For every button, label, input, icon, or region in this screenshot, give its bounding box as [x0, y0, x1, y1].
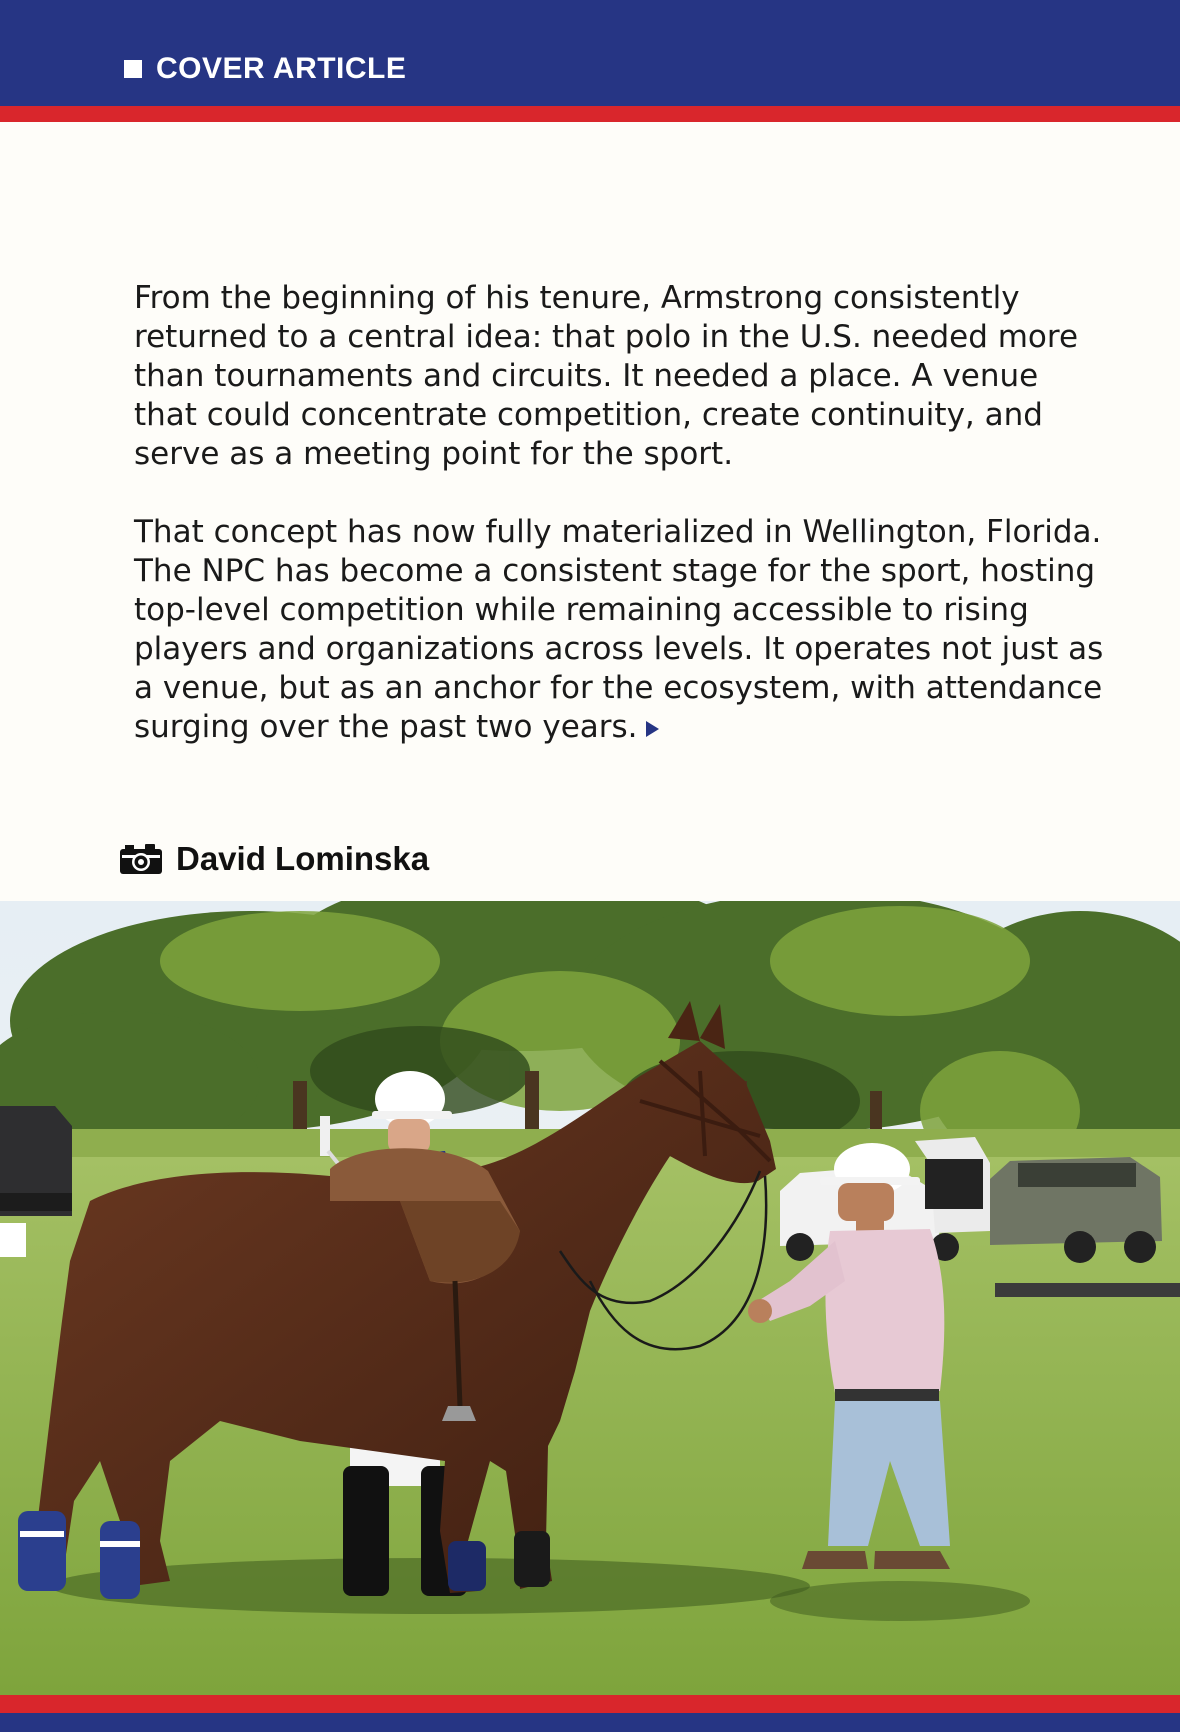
article-body	[134, 279, 1104, 786]
article-paragraph	[134, 513, 1104, 747]
photo-credit	[120, 840, 429, 878]
article-paragraph: From the beginning of his tenure, Armstrong consistently returned to a central idea: that polo in the U.S. needed more than tournaments and circuits. It needed a place. A venue that could concentrate competition, create continuity, and serve as a meeting point for the sport.	[134, 280, 1079, 472]
footer-stripe	[0, 1695, 1180, 1713]
polo-photo	[0, 901, 1180, 1695]
article-paragraph-text: That concept has now fully materialized in Wellington, Florida. The NPC has become a consistent stage for the sport, hosting top-level competition while remaining accessible to rising players and organizations across levels. It operates not just as a venue, but as an anchor for the ecosystem, with attendance surging over the past two years.	[134, 514, 1104, 745]
section-label	[124, 52, 406, 86]
camera-icon	[120, 844, 162, 874]
section-title: COVER ARTICLE	[156, 52, 407, 85]
header-stripe	[0, 106, 1180, 122]
triangle-right-icon	[646, 721, 659, 737]
header-bar	[0, 0, 1180, 106]
square-bullet-icon	[124, 60, 142, 78]
photographer-name: David Lominska	[176, 840, 430, 877]
footer-bar	[0, 1713, 1180, 1732]
